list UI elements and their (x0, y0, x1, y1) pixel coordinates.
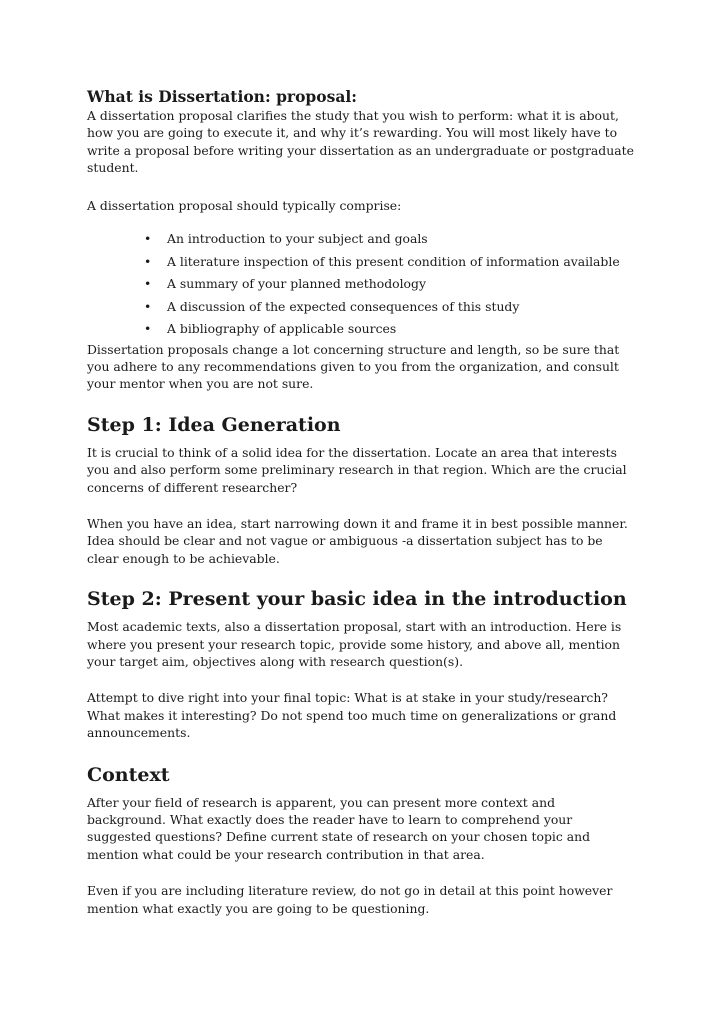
document-page (87, 86, 635, 917)
step2-paragraph-2: Attempt to dive right into your final topic: What is at stake in your study/research? What makes it interesting? Do not spend too much time on generalizations or grand announcements. (87, 690, 617, 741)
bullet-icon: • (144, 231, 152, 247)
list-item-text: An introduction to your subject and goals (167, 231, 428, 247)
context-paragraph-2: Even if you are including literature review, do not go in detail at this point however mention what exactly you are going to be questioning. (87, 883, 613, 916)
list-item-text: A literature inspection of this present condition of information available (167, 253, 620, 269)
intro-paragraph-3: Dissertation proposals change a lot concerning structure and length, so be sure that you adhere to any recommendations given to you from the organization, and consult your mentor when you are not sure. (87, 341, 620, 392)
step1-paragraph-2: When you have an idea, start narrowing down it and frame it in best possible manner. Idea should be clear and not vague or ambiguous -a dissertation subject has to be clear enough to be achievable. (87, 515, 628, 566)
step2-paragraph-1: Most academic texts, also a dissertation proposal, start with an introduction. Here is where you present your research topic, provide some history, and above all, mention your target aim, objectives along with research question(s). (87, 619, 622, 669)
bullet-icon: • (144, 321, 152, 337)
step1-paragraph-1: It is crucial to think of a solid idea for the dissertation. Locate an area that interests you and also perform some preliminary research in that region. Which are the crucial concerns of different researcher? (87, 444, 627, 495)
list-item (87, 251, 635, 274)
bullet-icon: • (144, 276, 152, 292)
intro-paragraph-2: A dissertation proposal should typically comprise: (87, 197, 402, 213)
intro-paragraph-1: A dissertation proposal clarifies the study that you wish to perform: what it is about, how you are going to execute it, and why it’s rewarding. You will most likely have to write a proposal before writing your dissertation as an undergraduate or postgraduate student. (87, 108, 634, 176)
list-item (87, 273, 635, 296)
list-item (87, 318, 635, 341)
bullet-icon: • (144, 253, 152, 269)
intro-heading: What is Dissertation: proposal: (87, 87, 357, 106)
bullet-icon: • (144, 298, 152, 314)
list-item-text: A discussion of the expected consequences of this study (167, 298, 520, 314)
list-item (87, 228, 635, 251)
step2-heading: Step 2: Present your basic idea in the introduction (87, 588, 627, 611)
step1-heading: Step 1: Idea Generation (87, 413, 341, 436)
context-heading: Context (87, 763, 170, 786)
context-paragraph-1: After your field of research is apparent, you can present more context and background. What exactly does the reader have to learn to comprehend your suggested questions? Define current state of research on your chosen topic and mention what could be your research contribution in that area. (87, 794, 591, 862)
proposal-components-list (87, 228, 635, 341)
list-item (87, 296, 635, 319)
list-item-text: A bibliography of applicable sources (167, 321, 397, 337)
list-item-text: A summary of your planned methodology (167, 276, 426, 292)
